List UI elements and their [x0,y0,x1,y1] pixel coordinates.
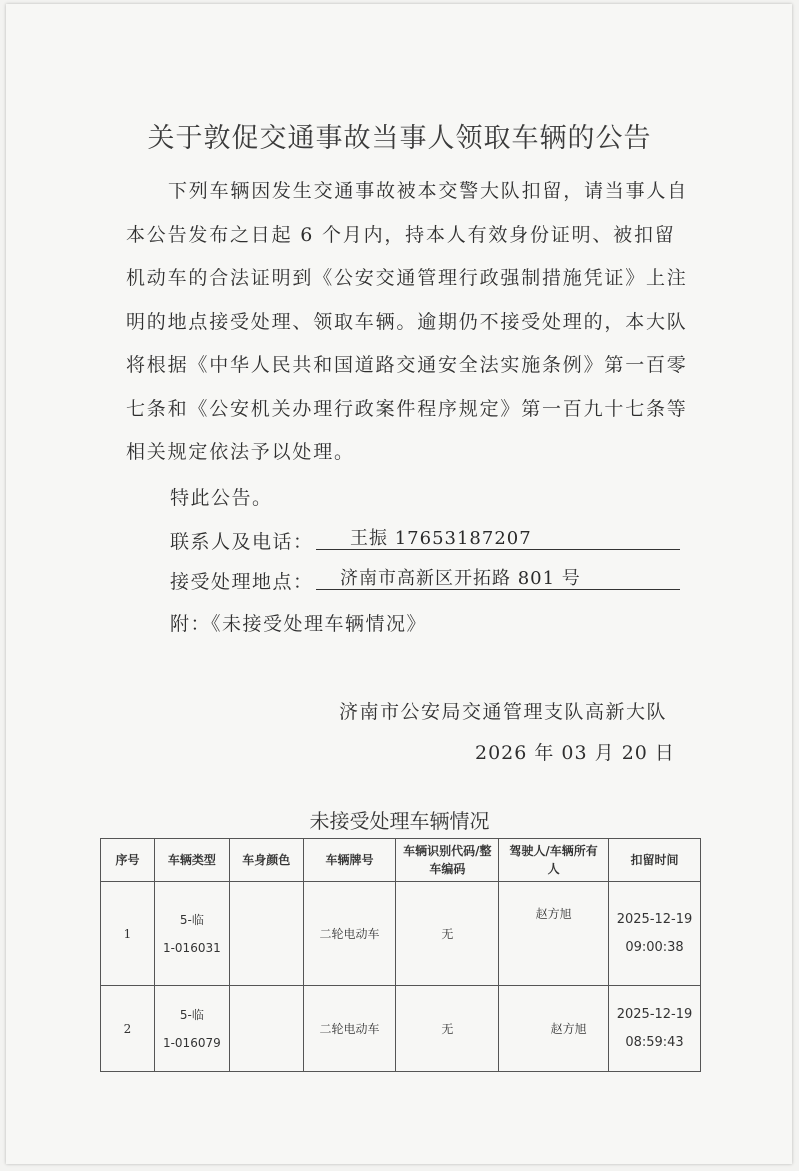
cell-type-b: 1-016031 [162,940,221,955]
contact-label: 联系人及电话： [170,531,314,553]
cell-type-a: 5-临 [179,912,204,927]
cell-color [229,882,303,986]
table-header-row [101,839,701,882]
location-value: 济南市高新区开拓路 801 号 [316,564,680,590]
cell-datetime [609,882,701,986]
cell-vin: 无 [396,986,499,1072]
cell-owner-name: 赵方旭 [550,1021,587,1036]
header-plate: 车辆牌号 [303,839,396,882]
location-label: 接受处理地点： [170,571,314,593]
notice-title: 关于敦促交通事故当事人领取车辆的公告 [147,123,652,154]
cell-owner [499,882,609,986]
notice-body: 下列车辆因发生交通事故被本交警大队扣留，请当事人自本公告发布之日起 6 个月内，持本人有效身份证明、被扣留机动车的合法证明到《公安交通管理行政强制措施凭证》上注明的地点接受处理、领取车辆。逾期仍不接受处理的，本大队将根据《中华人民共和国道路交通安全法实施条例》第一百零七条和《公安机关办理行政案件程序规定》第一百九十七条等相关规定依法予以处理。 [126,180,689,463]
cell-color [229,986,303,1072]
table-title: 未接受处理车辆情况 [309,809,490,833]
cell-owner-name: 赵方旭 [535,907,572,921]
table-row [101,882,701,986]
cell-no: 1 [101,882,155,986]
cell-no: 2 [101,986,155,1072]
cell-owner [499,986,609,1072]
cell-plate: 二轮电动车 [303,882,396,986]
cell-time: 08:59:43 [625,1034,684,1050]
contact-value: 王振 17653187207 [316,524,680,550]
header-vin: 车辆识别代码/整车编码 [396,839,499,882]
table-row [101,986,701,1072]
cell-datetime [609,986,701,1072]
header-type: 车辆类型 [154,839,229,882]
header-no: 序号 [101,839,155,882]
attachment-note: 附：《未接受处理车辆情况》 [170,613,428,635]
cell-type [154,882,229,986]
cell-time: 09:00:38 [625,939,684,955]
cell-type-a: 5-临 [179,1007,204,1022]
header-owner: 驾驶人/车辆所有人 [499,839,609,882]
issuer: 济南市公安局交通管理支队高新大队 [339,701,668,723]
header-date: 扣留时间 [609,839,701,882]
cell-plate: 二轮电动车 [303,986,396,1072]
issue-date: 2026 年 03 月 20 日 [475,742,675,764]
cell-vin: 无 [396,882,499,986]
vehicle-table [100,838,701,1072]
cell-date: 2025-12-19 [616,1006,693,1022]
header-color: 车身颜色 [229,839,303,882]
cell-type-b: 1-016079 [162,1035,221,1050]
cell-type [154,986,229,1072]
cell-date: 2025-12-19 [616,911,693,927]
special-notice: 特此公告。 [170,487,273,509]
